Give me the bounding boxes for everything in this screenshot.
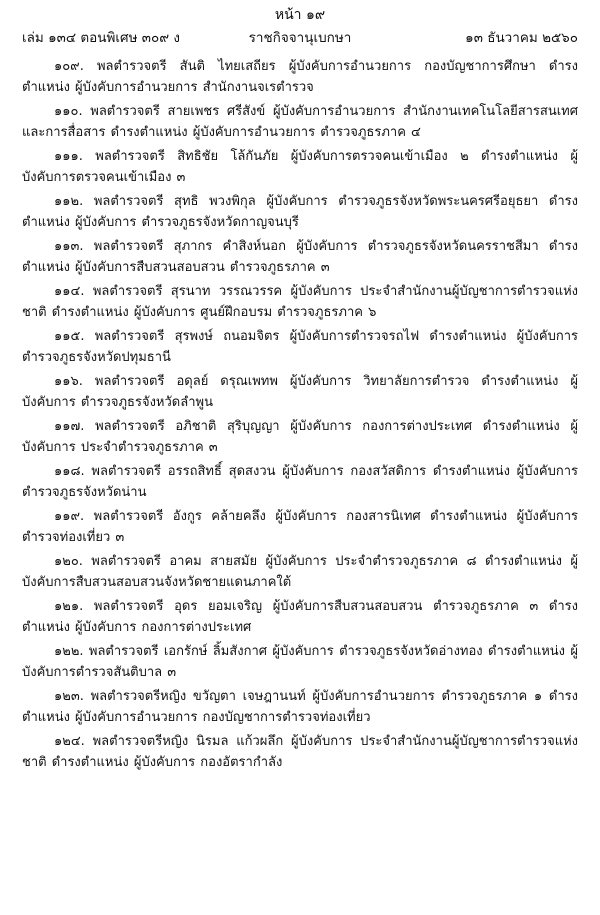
appointment-entry: ๑๑๗. พลตำรวจตรี อภิชาติ สุริบุญญา ผู้บังคับการ กองการต่างประเทศ ดำรงตำแหน่ง ผู้บังคับการ ประจำตำรวจภูธรภาค ๓ xyxy=(22,419,578,455)
appointment-entry: ๑๒๑. พลตำรวจตรี อุดร ยอมเจริญ ผู้บังคับการสืบสวนสอบสวน ตำรวจภูธรภาค ๓ ดำรงตำแหน่ง ผู้บังคับการ กองการต่างประเทศ xyxy=(22,599,578,635)
appointment-entry: ๑๒๒. พลตำรวจตรี เอกรักษ์ ลิ้มสังกาศ ผู้บังคับการ ตำรวจภูธรจังหวัดอ่างทอง ดำรงตำแหน่ง ผู้บังคับการตำรวจสันติบาล ๓ xyxy=(22,644,578,680)
page-number: หน้า ๑๙ xyxy=(274,7,326,23)
publication-date: ๑๓ ธันวาคม ๒๕๖๐ xyxy=(465,30,578,46)
volume-info: เล่ม ๑๓๔ ตอนพิเศษ ๓๐๙ ง xyxy=(22,30,180,46)
publication-title: ราชกิจจานุเบกษา xyxy=(248,30,352,46)
appointment-entry: ๑๒๐. พลตำรวจตรี อาคม สายสมัย ผู้บังคับการ ประจำตำรวจภูธรภาค ๘ ดำรงตำแหน่ง ผู้บังคับการสืบสวนสอบสวนจังหวัดชายแดนภาคใต้ xyxy=(22,554,578,590)
appointment-entry: ๑๑๑. พลตำรวจตรี สิทธิชัย โล้กันภัย ผู้บังคับการตรวจคนเข้าเมือง ๒ ดำรงตำแหน่ง ผู้บังคับการตรวจคนเข้าเมือง ๓ xyxy=(22,149,578,185)
appointment-list xyxy=(22,56,578,776)
appointment-entry: ๑๑๙. พลตำรวจตรี อังกูร คล้ายคลึง ผู้บังคับการ กองสารนิเทศ ดำรงตำแหน่ง ผู้บังคับการ ตำรวจท่องเที่ยว ๓ xyxy=(22,509,578,545)
gazette-header xyxy=(22,28,578,48)
appointment-entry: ๑๑๒. พลตำรวจตรี สุทธิ พวงพิกุล ผู้บังคับการ ตำรวจภูธรจังหวัดพระนครศรีอยุธยา ดำรงตำแหน่ง ผู้บังคับการ ตำรวจภูธรจังหวัดกาญจนบุรี xyxy=(22,194,578,230)
appointment-entry: ๑๑๖. พลตำรวจตรี อดุลย์ ดรุณเพทพ ผู้บังคับการ วิทยาลัยการตำรวจ ดำรงตำแหน่ง ผู้บังคับการ ตำรวจภูธรจังหวัดลำพูน xyxy=(22,374,578,410)
appointment-entry: ๑๐๙. พลตำรวจตรี สันติ ไทยเสถียร ผู้บังคับการอำนวยการ กองบัญชาการศึกษา ดำรงตำแหน่ง ผู้บังคับการอำนวยการ สำนักงานจเรตำรวจ xyxy=(22,59,578,95)
appointment-entry: ๑๒๔. พลตำรวจตรีหญิง นิรมล แก้วผลึก ผู้บังคับการ ประจำสำนักงานผู้บัญชาการตำรวจแห่งชาติ ดำรงตำแหน่ง ผู้บังคับการ กองอัตรากำลัง xyxy=(22,734,578,770)
appointment-entry: ๑๑๓. พลตำรวจตรี สุภากร คำสิงห์นอก ผู้บังคับการ ตำรวจภูธรจังหวัดนครราชสีมา ดำรงตำแหน่ง ผู้บังคับการสืบสวนสอบสวน ตำรวจภูธรภาค ๓ xyxy=(22,239,578,275)
appointment-entry: ๑๑๕. พลตำรวจตรี สุรพงษ์ ถนอมจิตร ผู้บังคับการตำรวจรถไฟ ดำรงตำแหน่ง ผู้บังคับการ ตำรวจภูธรจังหวัดปทุมธานี xyxy=(22,329,578,365)
appointment-entry: ๑๒๓. พลตำรวจตรีหญิง ขวัญตา เจษฎานนท์ ผู้บังคับการอำนวยการ ตำรวจภูธรภาค ๑ ดำรงตำแหน่ง ผู้บังคับการอำนวยการ กองบัญชาการตำรวจท่องเที่ยว xyxy=(22,689,578,725)
appointment-entry: ๑๑๔. พลตำรวจตรี สุรนาท วรรณวรรค ผู้บังคับการ ประจำสำนักงานผู้บัญชาการตำรวจแห่งชาติ ดำรงตำแหน่ง ผู้บังคับการ ศูนย์ฝึกอบรม ตำรวจภูธรภาค ๖ xyxy=(22,284,578,320)
appointment-entry: ๑๑๐. พลตำรวจตรี สายเพชร ศรีสังข์ ผู้บังคับการอำนวยการ สำนักงานเทคโนโลยีสารสนเทศและการสื่อสาร ดำรงตำแหน่ง ผู้บังคับการอำนวยการ ตำรวจภูธรภาค ๔ xyxy=(22,104,578,140)
appointment-entry: ๑๑๘. พลตำรวจตรี อรรถสิทธิ์ สุดสงวน ผู้บังคับการ กองสวัสดิการ ดำรงตำแหน่ง ผู้บังคับการ ตำรวจภูธรจังหวัดน่าน xyxy=(22,464,578,500)
